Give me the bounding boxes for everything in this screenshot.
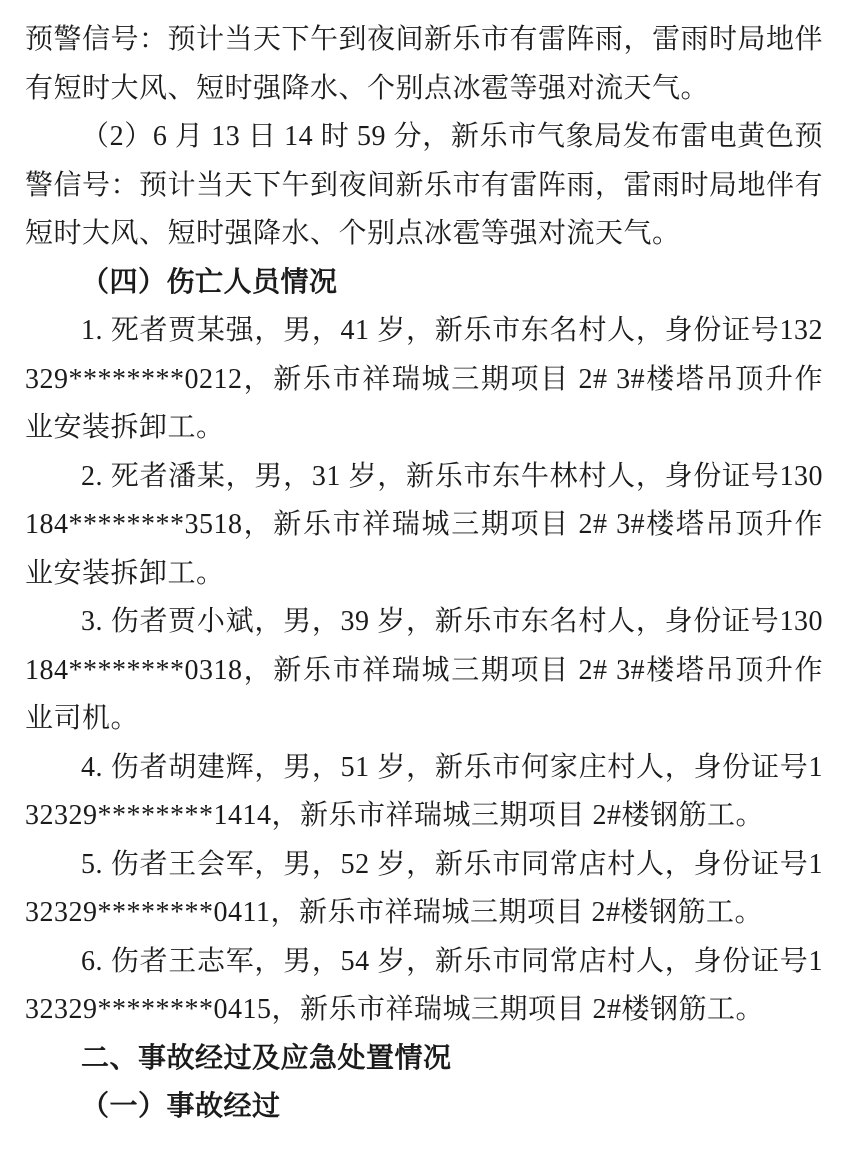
- weather-warning-continuation-paragraph: 预警信号：预计当天下午到夜间新乐市有雷阵雨，雷雨时局地伴有短时大风、短时强降水、个别点冰雹等强对流天气。: [25, 24, 824, 104]
- lightning-warning-2-paragraph: （2）6 月 13 日 14 时 59 分，新乐市气象局发布雷电黄色预警信号：预计当天下午到夜间新乐市有雷阵雨，雷雨时局地伴有短时大风、短时强降水、个别点冰雹等强对流天气。: [25, 121, 824, 249]
- victim-6-item: 6. 伤者王志军，男，54 岁，新乐市同常店村人，身份证号132329********0415，新乐市祥瑞城三期项目 2#楼钢筋工。: [25, 945, 823, 1025]
- victim-3-item: 3. 伤者贾小斌，男，39 岁，新乐市东名村人，身份证号130184********0318，新乐市祥瑞城三期项目 2# 3#楼塔吊顶升作业司机。: [25, 606, 823, 734]
- section-2-heading: 二、事故经过及应急处置情况: [81, 1042, 452, 1074]
- victim-2-item: 2. 死者潘某，男，31 岁，新乐市东牛林村人，身份证号130184********3518，新乐市祥瑞城三期项目 2# 3#楼塔吊顶升作业安装拆卸工。: [25, 460, 823, 589]
- victim-5-item: 5. 伤者王会军，男，52 岁，新乐市同常店村人，身份证号132329********0411，新乐市祥瑞城三期项目 2#楼钢筋工。: [25, 848, 823, 928]
- victim-1-item: 1. 死者贾某强，男，41 岁，新乐市东名村人，身份证号132329********0212，新乐市祥瑞城三期项目 2# 3#楼塔吊顶升作业安装拆卸工。: [25, 315, 823, 443]
- section-2-1-heading: （一）事故经过: [81, 1091, 281, 1122]
- casualties-section-heading: （四）伤亡人员情况: [81, 266, 338, 298]
- document-body: [25, 16, 823, 1132]
- victim-4-item: 4. 伤者胡建辉，男，51 岁，新乐市何家庄村人，身份证号132329********1414，新乐市祥瑞城三期项目 2#楼钢筋工。: [25, 751, 823, 831]
